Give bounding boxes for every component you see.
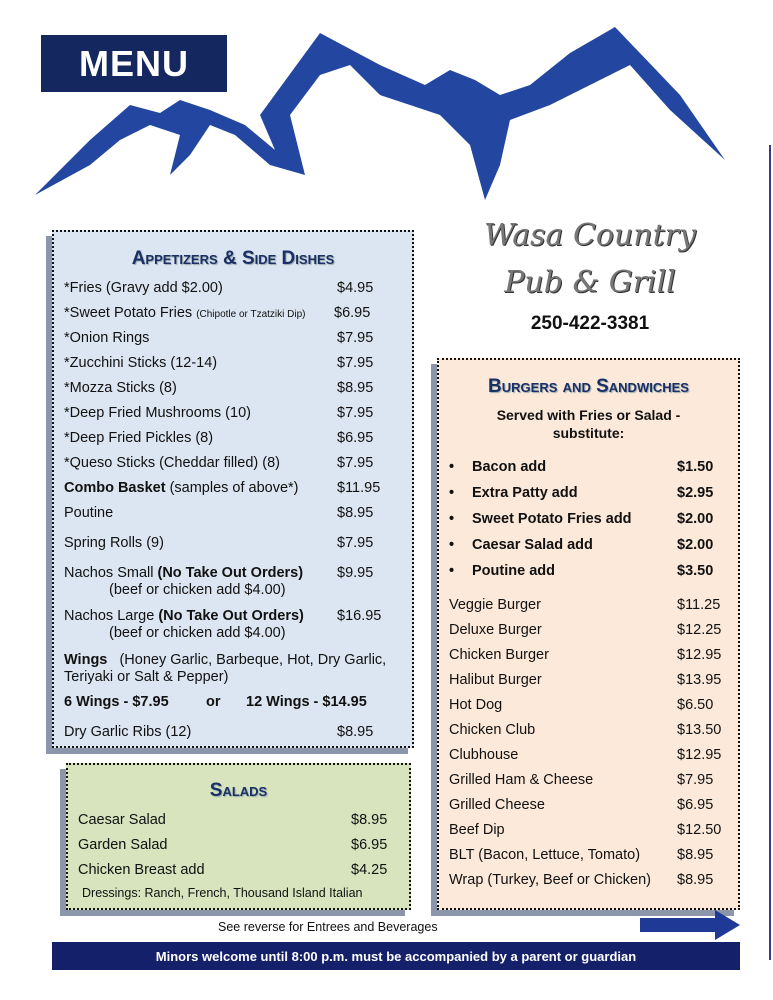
salads-section — [66, 763, 411, 910]
arrow-right-icon — [640, 910, 740, 940]
burger-price: $13.95 — [677, 672, 722, 688]
item-note: (No Take Out Orders) — [158, 608, 304, 624]
appetizer-name — [64, 565, 303, 582]
served-with-2: substitute: — [552, 425, 625, 441]
footer-banner: Minors welcome until 8:00 p.m. must be accompanied by a parent or guardian — [52, 942, 740, 970]
item-name: *Onion Rings — [64, 330, 150, 346]
appetizer-price: $6.95 — [337, 430, 374, 446]
restaurant-name-line2: Pub & Grill — [504, 265, 676, 300]
burger-name: BLT (Bacon, Lettuce, Tomato) — [449, 847, 641, 863]
appetizer-price: $7.95 — [337, 455, 374, 471]
appetizer-price: $7.95 — [337, 535, 374, 551]
appetizer-price: $7.95 — [337, 405, 374, 421]
addon-name: Bacon add — [472, 459, 547, 475]
burger-name: Wrap (Turkey, Beef or Chicken) — [449, 872, 651, 888]
wings-6: 6 Wings - $7.95 — [64, 694, 169, 710]
salads-title: Salads — [209, 780, 268, 801]
burger-price: $12.25 — [677, 622, 722, 638]
reverse-note: See reverse for Entrees and Beverages — [218, 920, 438, 934]
salad-name: Caesar Salad — [78, 812, 166, 828]
item-sub: (beef or chicken add $4.00) — [109, 625, 286, 641]
wings-flavors: (Honey Garlic, Barbeque, Hot, Dry Garlic, — [119, 652, 387, 668]
burger-price: $11.25 — [677, 597, 721, 613]
appetizer-name — [64, 380, 177, 397]
burger-price: $6.50 — [677, 697, 714, 713]
addon-name: Extra Patty add — [472, 485, 578, 501]
item-note: (No Take Out Orders) — [157, 565, 304, 581]
appetizer-name — [64, 430, 213, 447]
item-name: *Deep Fried Pickles (8) — [64, 430, 214, 446]
appetizer-name — [64, 608, 304, 625]
burger-name: Hot Dog — [449, 697, 503, 713]
addon-bullet: • — [449, 459, 455, 475]
burger-name: Grilled Ham & Cheese — [449, 772, 594, 788]
addon-price: $2.00 — [677, 537, 714, 553]
addon-price: $3.50 — [677, 563, 714, 579]
appetizer-price: $8.95 — [337, 505, 374, 521]
addon-name: Sweet Potato Fries add — [472, 511, 632, 527]
item-sub: (beef or chicken add $4.00) — [109, 582, 286, 598]
item-name: *Deep Fried Mushrooms (10) — [64, 405, 251, 421]
addon-bullet: • — [449, 563, 455, 579]
burger-price: $12.50 — [677, 822, 722, 838]
served-with-1: Served with Fries or Salad - — [496, 407, 681, 423]
item-name: Poutine — [64, 505, 114, 521]
appetizer-price: $9.95 — [337, 565, 374, 581]
salad-price: $4.25 — [351, 862, 388, 878]
addon-bullet: • — [449, 511, 455, 527]
burgers-title: Burgers and Sandwiches — [488, 376, 689, 397]
burger-name: Deluxe Burger — [449, 622, 542, 638]
item-name: Combo Basket — [64, 480, 166, 496]
divider — [769, 145, 771, 960]
appetizer-name — [64, 505, 113, 522]
item-name: *Sweet Potato Fries — [64, 305, 193, 321]
appetizer-name — [64, 280, 223, 297]
item-note: (samples of above*) — [169, 480, 299, 496]
burger-name: Chicken Burger — [449, 647, 549, 663]
wings-flavors-2: Teriyaki or Salt & Pepper) — [64, 669, 229, 685]
item-name: *Queso Sticks (Cheddar filled) (8) — [64, 455, 280, 471]
appetizers-section — [52, 230, 414, 748]
addon-bullet: • — [449, 485, 455, 501]
burger-name: Halibut Burger — [449, 672, 542, 688]
dressings: Dressings: Ranch, French, Thousand Island Italian — [82, 886, 363, 900]
appetizer-price: $16.95 — [337, 608, 382, 624]
addon-name: Caesar Salad add — [472, 537, 593, 553]
appetizer-name — [64, 305, 305, 323]
burger-price: $7.95 — [677, 772, 714, 788]
appetizer-price: $7.95 — [337, 355, 374, 371]
appetizer-price: $4.95 — [337, 280, 374, 296]
burger-name: Grilled Cheese — [449, 797, 545, 813]
addon-price: $2.00 — [677, 511, 714, 527]
burger-name: Chicken Club — [449, 722, 536, 738]
appetizer-price: $6.95 — [334, 305, 371, 321]
appetizer-name — [64, 330, 149, 347]
item-note: (Gravy add $2.00) — [105, 280, 223, 296]
appetizer-name — [64, 480, 299, 497]
item-name: *Fries — [64, 280, 102, 296]
appetizer-name — [64, 535, 164, 552]
burger-price: $12.95 — [677, 747, 722, 763]
appetizer-price: $7.95 — [337, 330, 374, 346]
burger-price: $12.95 — [677, 647, 722, 663]
salad-price: $6.95 — [351, 837, 388, 853]
salad-name: Chicken Breast add — [78, 862, 205, 878]
appetizer-price: $8.95 — [337, 380, 374, 396]
addon-price: $1.50 — [677, 459, 714, 475]
burger-name: Beef Dip — [449, 822, 505, 838]
salad-price: $8.95 — [351, 812, 388, 828]
item-name: Nachos Small — [64, 565, 154, 581]
menu-badge: MENU — [41, 35, 227, 92]
appetizer-name — [64, 355, 217, 372]
burger-name: Clubhouse — [449, 747, 519, 763]
burgers-section — [437, 358, 740, 910]
appetizer-name — [64, 455, 280, 472]
item-name: Nachos Large — [64, 608, 155, 624]
wings-line — [64, 652, 386, 669]
appetizer-price: $11.95 — [337, 480, 381, 496]
salad-name: Garden Salad — [78, 837, 168, 853]
restaurant-name-line1: Wasa Country — [484, 218, 696, 253]
burger-price: $8.95 — [677, 847, 714, 863]
burger-name: Veggie Burger — [449, 597, 541, 613]
appetizer-name — [64, 405, 251, 422]
phone-number: 250-422-3381 — [530, 313, 650, 334]
addon-name: Poutine add — [472, 563, 555, 579]
item-name: Spring Rolls (9) — [64, 535, 164, 551]
ribs-name: Dry Garlic Ribs (12) — [64, 724, 192, 740]
burger-price: $6.95 — [677, 797, 714, 813]
wings-12: 12 Wings - $14.95 — [246, 694, 367, 710]
burger-price: $13.50 — [677, 722, 722, 738]
addon-price: $2.95 — [677, 485, 714, 501]
item-name: *Mozza Sticks (8) — [64, 380, 177, 396]
appetizers-title: Appetizers & Side Dishes — [131, 248, 335, 269]
ribs-price: $8.95 — [337, 724, 374, 740]
item-name: *Zucchini Sticks (12-14) — [64, 355, 218, 371]
burger-price: $8.95 — [677, 872, 714, 888]
item-note: (Chipotle or Tzatziki Dip) — [196, 309, 306, 320]
wings-or: or — [206, 694, 221, 710]
wings-label: Wings — [64, 652, 108, 668]
addon-bullet: • — [449, 537, 455, 553]
